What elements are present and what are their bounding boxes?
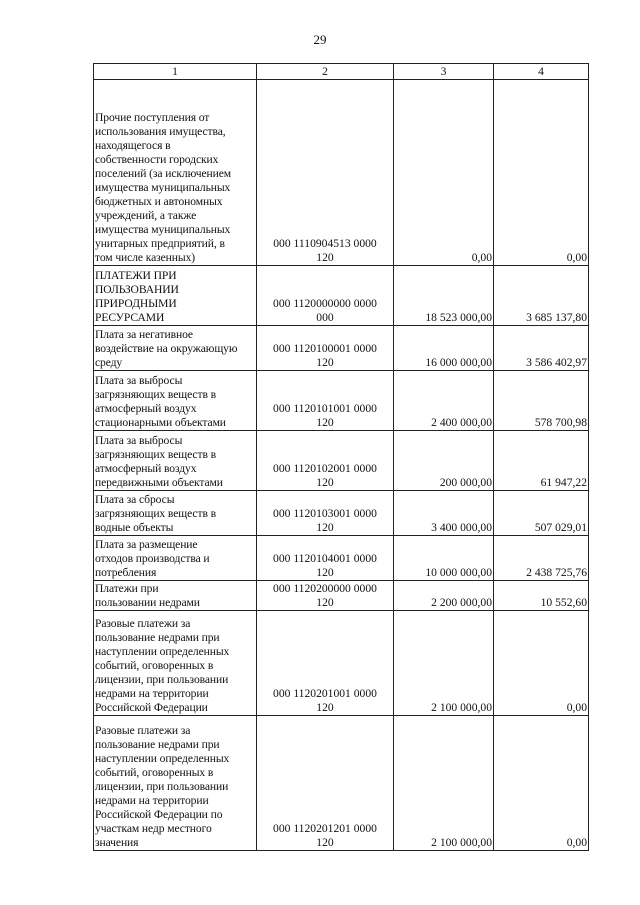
table-row <box>94 611 589 716</box>
row-plan: 2 400 000,00 <box>394 371 494 431</box>
row-code: 000 1120100001 0000 120 <box>257 326 394 371</box>
row-code: 000 1120104001 0000 120 <box>257 536 394 581</box>
row-fact: 578 700,98 <box>494 371 589 431</box>
table-row <box>94 536 589 581</box>
row-plan: 3 400 000,00 <box>394 491 494 536</box>
row-plan: 2 100 000,00 <box>394 716 494 851</box>
row-name: ПЛАТЕЖИ ПРИ ПОЛЬЗОВАНИИ ПРИРОДНЫМИ РЕСУРСАМИ <box>94 266 257 326</box>
row-name: Разовые платежи за пользование недрами при наступлении определенных событий, оговоренных в лицензии, при пользовании недрами на территории Российской Федерации <box>94 611 257 716</box>
row-code: 000 1120103001 0000 120 <box>257 491 394 536</box>
row-fact: 2 438 725,76 <box>494 536 589 581</box>
row-plan: 10 000 000,00 <box>394 536 494 581</box>
row-code: 000 1120102001 0000 120 <box>257 431 394 491</box>
table-row <box>94 80 589 266</box>
row-code: 000 1110904513 0000 120 <box>257 80 394 266</box>
row-plan: 18 523 000,00 <box>394 266 494 326</box>
row-name: Разовые платежи за пользование недрами при наступлении определенных событий, оговоренных в лицензии, при пользовании недрами на территории Российской Федерации по участкам недр местного значения <box>94 716 257 851</box>
row-name: Плата за выбросы загрязняющих веществ в атмосферный воздух стационарными объектами <box>94 371 257 431</box>
row-fact: 0,00 <box>494 80 589 266</box>
column-header-1: 1 <box>94 64 257 80</box>
row-code: 000 1120201201 0000 120 <box>257 716 394 851</box>
row-code: 000 1120000000 0000 000 <box>257 266 394 326</box>
row-name: Прочие поступления от использования имущества, находящегося в собственности городских поселений (за исключением имущества муниципальных бюджетных и автономных учреждений, а также имущества муниципальных унитарных предприятий, в том числе казенных) <box>94 80 257 266</box>
row-code: 000 1120200000 0000 120 <box>257 581 394 611</box>
table-row <box>94 581 589 611</box>
row-fact: 0,00 <box>494 716 589 851</box>
row-name: Платежи при пользовании недрами <box>94 581 257 611</box>
page-number: 29 <box>313 32 327 47</box>
row-fact: 10 552,60 <box>494 581 589 611</box>
column-header-3: 3 <box>394 64 494 80</box>
table-row <box>94 371 589 431</box>
table-row <box>94 266 589 326</box>
row-name: Плата за выбросы загрязняющих веществ в атмосферный воздух передвижными объектами <box>94 431 257 491</box>
row-plan: 16 000 000,00 <box>394 326 494 371</box>
row-fact: 3 685 137,80 <box>494 266 589 326</box>
row-plan: 200 000,00 <box>394 431 494 491</box>
row-fact: 0,00 <box>494 611 589 716</box>
column-header-2: 2 <box>257 64 394 80</box>
row-plan: 0,00 <box>394 80 494 266</box>
table-row <box>94 491 589 536</box>
table-row <box>94 716 589 851</box>
row-fact: 61 947,22 <box>494 431 589 491</box>
row-plan: 2 200 000,00 <box>394 581 494 611</box>
row-name: Плата за размещение отходов производства и потребления <box>94 536 257 581</box>
row-fact: 3 586 402,97 <box>494 326 589 371</box>
row-name: Плата за сбросы загрязняющих веществ в водные объекты <box>94 491 257 536</box>
row-name: Плата за негативное воздействие на окружающую среду <box>94 326 257 371</box>
row-code: 000 1120201001 0000 120 <box>257 611 394 716</box>
table-header-row <box>94 64 589 80</box>
row-plan: 2 100 000,00 <box>394 611 494 716</box>
row-fact: 507 029,01 <box>494 491 589 536</box>
table-row <box>94 326 589 371</box>
budget-table <box>93 63 589 851</box>
column-header-4: 4 <box>494 64 589 80</box>
row-code: 000 1120101001 0000 120 <box>257 371 394 431</box>
budget-table-container <box>93 63 589 851</box>
table-row <box>94 431 589 491</box>
